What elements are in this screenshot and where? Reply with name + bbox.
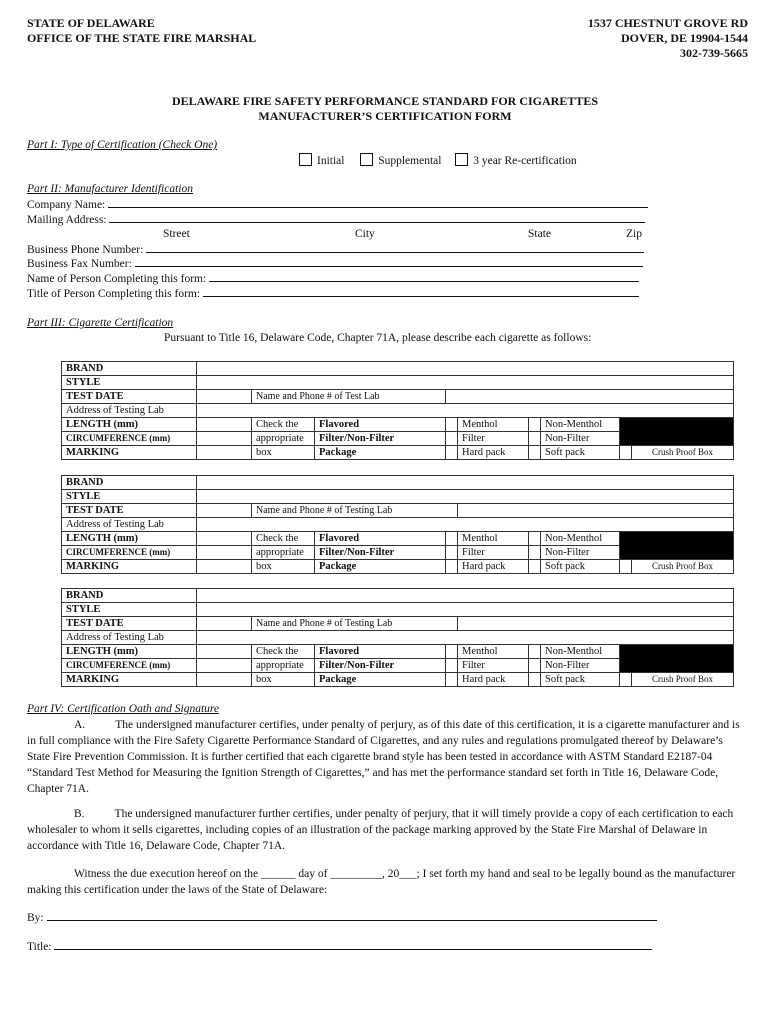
- business-phone-field[interactable]: [146, 243, 644, 253]
- by-signature-field[interactable]: [47, 911, 657, 921]
- hard-pack-checkbox[interactable]: [446, 673, 458, 687]
- zip-sublabel: Zip: [626, 228, 642, 240]
- style-field[interactable]: [197, 490, 734, 504]
- test-date-label: TEST DATE: [62, 390, 197, 404]
- soft-pack-checkbox[interactable]: [529, 560, 541, 574]
- length-field[interactable]: [197, 532, 252, 546]
- form-title-line2: MANUFACTURER’S CERTIFICATION FORM: [258, 109, 512, 123]
- non-menthol-label: Non-Menthol: [541, 418, 620, 432]
- menthol-label: Menthol: [458, 645, 529, 659]
- filter-checkbox[interactable]: [446, 432, 458, 446]
- business-fax-label: Business Fax Number:: [27, 258, 132, 270]
- paragraph-b-marker: B.: [74, 808, 85, 820]
- agency-office: OFFICE OF THE STATE FIRE MARSHAL: [27, 31, 257, 45]
- paragraph-b-text: The undersigned manufacturer further certifies, under penalty of perjury, that it will timely provide a copy of each certification to each wholesaler to whom it sells cigarettes, including copies of an illustration of the package marking approved by the State Fire Marshal of Delaware in accordance with Title 16, Delaware Code, Chapter 71A.: [27, 808, 734, 852]
- non-filter-checkbox[interactable]: [529, 659, 541, 673]
- lab-address-field[interactable]: [197, 404, 734, 418]
- city-sublabel: City: [355, 228, 375, 240]
- blacked-out-cell: [620, 418, 734, 446]
- agency-name: STATE OF DELAWARE: [27, 16, 155, 30]
- title-signature-row: [27, 940, 652, 953]
- person-name-label: Name of Person Completing this form:: [27, 273, 207, 285]
- form-title: [0, 94, 770, 124]
- flavored-label: Flavored: [315, 532, 446, 546]
- paragraph-a-text: The undersigned manufacturer certifies, under penalty of perjury, as of this date of this certification, it is a cigarette manufacturer and is in full compliance with the Fire Safety Cigarette Performance Standard of Cigarettes, and any rules and regulations promulgated thereof by Delaware’s State Fire Prevention Commission. It is further certified that each cigarette brand style has been tested in accordance with ASTM Standard E2187-04 “Standard Test Method for Measuring the Ignition Strength of Cigarettes,” and has met the performance standard set forth in Title 16, Delaware Code, Chapter 71A.: [27, 719, 740, 795]
- marking-field[interactable]: [197, 560, 252, 574]
- mailing-address-field[interactable]: [109, 213, 645, 223]
- crush-proof-checkbox[interactable]: [620, 673, 632, 687]
- initial-checkbox[interactable]: [299, 153, 312, 166]
- style-field[interactable]: [197, 376, 734, 390]
- marking-label: MARKING: [62, 673, 197, 687]
- form-title-line1: DELAWARE FIRE SAFETY PERFORMANCE STANDARD FOR CIGARETTES: [171, 94, 599, 108]
- blacked-out-cell: [620, 645, 734, 673]
- lab-field[interactable]: [458, 617, 734, 631]
- non-filter-checkbox[interactable]: [529, 546, 541, 560]
- style-label: STYLE: [62, 376, 197, 390]
- non-filter-label: Non-Filter: [541, 546, 620, 560]
- crush-proof-label: Crush Proof Box: [632, 560, 734, 574]
- paragraph-a: [27, 717, 747, 797]
- brand-label: BRAND: [62, 362, 197, 376]
- part4-heading: Part IV: Certification Oath and Signature: [27, 703, 220, 715]
- check-text-1: Check the: [252, 645, 315, 659]
- check-text-2: appropriate: [252, 546, 315, 560]
- test-date-field[interactable]: [197, 504, 252, 518]
- hard-pack-checkbox[interactable]: [446, 446, 458, 460]
- filter-option-label: Filter: [458, 432, 529, 446]
- lab-address-label: Address of Testing Lab: [62, 518, 197, 532]
- menthol-checkbox[interactable]: [446, 418, 458, 432]
- test-date-label: TEST DATE: [62, 617, 197, 631]
- part3-intro: Pursuant to Title 16, Delaware Code, Chapter 71A, please describe each cigarette as follows:: [164, 332, 592, 344]
- non-filter-label: Non-Filter: [541, 659, 620, 673]
- filter-option-label: Filter: [458, 659, 529, 673]
- hard-pack-label: Hard pack: [458, 446, 529, 460]
- by-label: By:: [27, 912, 44, 924]
- lab-address-label: Address of Testing Lab: [62, 404, 197, 418]
- brand-field[interactable]: [197, 589, 734, 603]
- signer-title-field[interactable]: [54, 940, 652, 950]
- non-menthol-label: Non-Menthol: [541, 645, 620, 659]
- part1-heading: Part I: Type of Certification (Check One): [27, 139, 218, 151]
- hard-pack-checkbox[interactable]: [446, 560, 458, 574]
- test-date-field[interactable]: [197, 617, 252, 631]
- filter-option-label: Filter: [458, 546, 529, 560]
- style-label: STYLE: [62, 603, 197, 617]
- filter-checkbox[interactable]: [446, 659, 458, 673]
- agency-phone: 302-739-5665: [680, 46, 748, 60]
- flavored-label: Flavored: [315, 645, 446, 659]
- paragraph-a-marker: A.: [74, 719, 86, 731]
- person-title-row: [27, 287, 639, 300]
- test-date-field[interactable]: [197, 390, 252, 404]
- length-field[interactable]: [197, 645, 252, 659]
- witness-statement: Witness the due execution hereof on the ______ day of _________, 20___; I set forth my hand and seal to be legally bound as the manufacturer making this certification under the laws of the State of Delaware:: [27, 868, 736, 896]
- lab-field[interactable]: [458, 504, 734, 518]
- crush-proof-label: Crush Proof Box: [632, 446, 734, 460]
- check-text-3: box: [252, 673, 315, 687]
- non-menthol-checkbox[interactable]: [529, 532, 541, 546]
- cigarette-table-1: [61, 361, 734, 460]
- circumference-field[interactable]: [197, 546, 252, 560]
- part3-heading: Part III: Cigarette Certification: [27, 317, 174, 329]
- certification-type-options: [299, 153, 577, 167]
- recertification-label: 3 year Re-certification: [473, 155, 577, 167]
- flavored-label: Flavored: [315, 418, 446, 432]
- circumference-label: CIRCUMFERENCE (mm): [62, 432, 197, 446]
- length-label: LENGTH (mm): [62, 532, 197, 546]
- non-menthol-checkbox[interactable]: [529, 645, 541, 659]
- hard-pack-label: Hard pack: [458, 560, 529, 574]
- supplemental-checkbox[interactable]: [360, 153, 373, 166]
- lab-address-label: Address of Testing Lab: [62, 631, 197, 645]
- soft-pack-checkbox[interactable]: [529, 673, 541, 687]
- marking-field[interactable]: [197, 673, 252, 687]
- menthol-label: Menthol: [458, 418, 529, 432]
- check-text-1: Check the: [252, 532, 315, 546]
- lab-address-field[interactable]: [197, 631, 734, 645]
- circumference-field[interactable]: [197, 659, 252, 673]
- signer-title-label: Title:: [27, 941, 52, 953]
- circumference-label: CIRCUMFERENCE (mm): [62, 546, 197, 560]
- hard-pack-label: Hard pack: [458, 673, 529, 687]
- filter-label: Filter/Non-Filter: [315, 432, 446, 446]
- agency-header: [27, 16, 256, 46]
- package-label: Package: [315, 446, 446, 460]
- lab-address-field[interactable]: [197, 518, 734, 532]
- agency-address: [588, 16, 748, 61]
- brand-label: BRAND: [62, 476, 197, 490]
- recertification-checkbox[interactable]: [455, 153, 468, 166]
- brand-field[interactable]: [197, 362, 734, 376]
- check-text-3: box: [252, 446, 315, 460]
- filter-checkbox[interactable]: [446, 546, 458, 560]
- check-text-3: box: [252, 560, 315, 574]
- mailing-address-row: [27, 213, 645, 226]
- test-date-label: TEST DATE: [62, 504, 197, 518]
- business-fax-row: [27, 257, 643, 270]
- business-phone-row: [27, 243, 644, 256]
- check-text-2: appropriate: [252, 659, 315, 673]
- brand-label: BRAND: [62, 589, 197, 603]
- person-title-field[interactable]: [203, 287, 639, 297]
- person-name-field[interactable]: [209, 272, 639, 282]
- style-label: STYLE: [62, 490, 197, 504]
- cigarette-table-3: [61, 588, 734, 687]
- non-menthol-label: Non-Menthol: [541, 532, 620, 546]
- supplemental-label: Supplemental: [378, 155, 442, 167]
- style-field[interactable]: [197, 603, 734, 617]
- brand-field[interactable]: [197, 476, 734, 490]
- check-text-2: appropriate: [252, 432, 315, 446]
- initial-label: Initial: [317, 155, 345, 167]
- check-text-1: Check the: [252, 418, 315, 432]
- company-name-row: [27, 198, 648, 211]
- circumference-label: CIRCUMFERENCE (mm): [62, 659, 197, 673]
- person-title-label: Title of Person Completing this form:: [27, 288, 201, 300]
- non-filter-label: Non-Filter: [541, 432, 620, 446]
- company-name-field[interactable]: [108, 198, 648, 208]
- soft-pack-label: Soft pack: [541, 446, 620, 460]
- soft-pack-label: Soft pack: [541, 673, 620, 687]
- length-field[interactable]: [197, 418, 252, 432]
- package-label: Package: [315, 673, 446, 687]
- marking-field[interactable]: [197, 446, 252, 460]
- crush-proof-label: Crush Proof Box: [632, 673, 734, 687]
- cigarette-table-2: [61, 475, 734, 574]
- street-address: 1537 CHESTNUT GROVE RD: [587, 16, 748, 30]
- by-signature-row: [27, 911, 657, 924]
- lab-label: Name and Phone # of Testing Lab: [252, 617, 458, 631]
- mailing-address-label: Mailing Address:: [27, 214, 107, 226]
- lab-label: Name and Phone # of Test Lab: [252, 390, 446, 404]
- person-name-row: [27, 272, 639, 285]
- marking-label: MARKING: [62, 446, 197, 460]
- filter-label: Filter/Non-Filter: [315, 546, 446, 560]
- state-sublabel: State: [528, 228, 551, 240]
- circumference-field[interactable]: [197, 432, 252, 446]
- soft-pack-label: Soft pack: [541, 560, 620, 574]
- lab-field[interactable]: [446, 390, 734, 404]
- crush-proof-checkbox[interactable]: [620, 560, 632, 574]
- package-label: Package: [315, 560, 446, 574]
- marking-label: MARKING: [62, 560, 197, 574]
- crush-proof-checkbox[interactable]: [620, 446, 632, 460]
- menthol-checkbox[interactable]: [446, 645, 458, 659]
- city-state-zip: DOVER, DE 19904-1544: [620, 31, 748, 45]
- company-name-label: Company Name:: [27, 199, 106, 211]
- non-menthol-checkbox[interactable]: [529, 418, 541, 432]
- non-filter-checkbox[interactable]: [529, 432, 541, 446]
- business-phone-label: Business Phone Number:: [27, 244, 144, 256]
- street-sublabel: Street: [163, 228, 190, 240]
- blacked-out-cell: [620, 532, 734, 560]
- length-label: LENGTH (mm): [62, 645, 197, 659]
- soft-pack-checkbox[interactable]: [529, 446, 541, 460]
- business-fax-field[interactable]: [135, 257, 643, 267]
- paragraph-b: [27, 806, 747, 854]
- filter-label: Filter/Non-Filter: [315, 659, 446, 673]
- lab-label: Name and Phone # of Testing Lab: [252, 504, 458, 518]
- menthol-checkbox[interactable]: [446, 532, 458, 546]
- menthol-label: Menthol: [458, 532, 529, 546]
- length-label: LENGTH (mm): [62, 418, 197, 432]
- part2-heading: Part II: Manufacturer Identification: [27, 183, 193, 195]
